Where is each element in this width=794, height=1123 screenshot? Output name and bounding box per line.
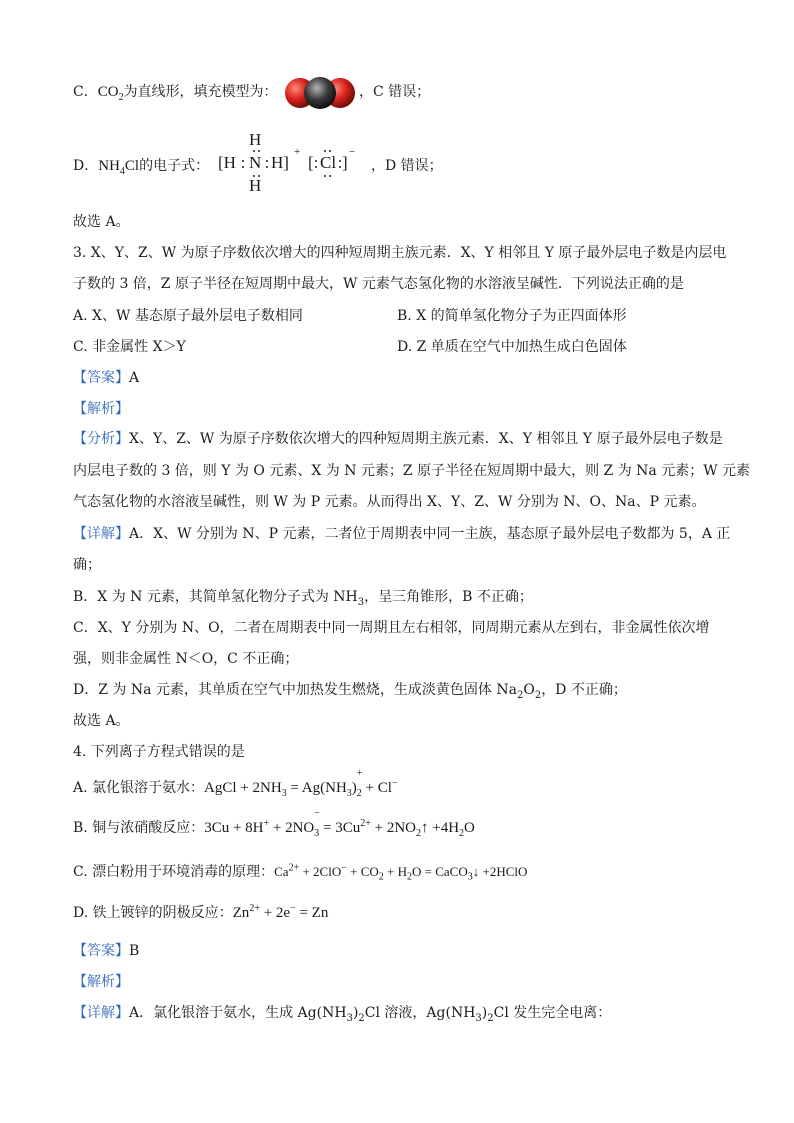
q4-option-c: C. 漂白粉用于环境消毒的原理：$Ca^{2+} + 2ClO^- + CO_2 + H_2O$ = CaCO$_3$↓ +2HClO [73, 862, 528, 883]
q4-analysis-tag: 【解析】 [73, 974, 129, 990]
q3-detail-a-line-1: 【详解】A．X、W 分别为 N、P 元素，二者位于周期表中同一主族，基态原子最外层电子数都为 5，A 正 [73, 526, 731, 542]
q4-stem: 4. 下列离子方程式错误的是 [73, 744, 245, 760]
q2-conclusion: 故选 A。 [73, 214, 130, 230]
q3-fenxi-line-1: 【分析】X、Y、Z、W 为原子序数依次增大的四种短周期主族元素．X、Y 相邻且 Y 原子最外层电子数是 [73, 431, 723, 447]
q3-option-c: C. 非金属性 X＞Y [73, 339, 186, 355]
q3-option-b: B. X 的简单氢化物分子为正四面体形 [397, 308, 627, 324]
q3-detail-d: D．Z 为 Na 元素，其单质在空气中加热发生燃烧，生成淡黄色固体 $Na_2O_2$，D 不正确； [73, 682, 627, 701]
q3-option-d: D. Z 单质在空气中加热生成白色固体 [397, 339, 627, 355]
answer-tag: 【答案】 [73, 370, 129, 386]
q4-option-a: A. 氯化银溶于氨水：AgCl + $2NH_3 = Ag(NH_3)$ + $_2$ + Cl− [73, 768, 398, 799]
nh4cl-electron-formula: H [H N H] + [ Cl ] − H [218, 130, 356, 195]
q3-analysis-tag: 【解析】 [73, 401, 129, 417]
q2-option-c: C．$CO_2$为直线形，填充模型为： [73, 84, 278, 103]
q2-option-c-end: ，C 错误； [359, 84, 431, 100]
q3-stem-line-2: 子数的 3 倍，Z 原子半径在短周期中最大，W 元素气态氢化物的水溶液呈碱性．下列说法正确的是 [73, 276, 684, 292]
q2-option-d-end: ，D 错误； [371, 158, 443, 174]
q4-option-c-equation: $Ca^{2+} + 2ClO^- + CO_2 + H_2O$ = CaCO$_3$↓ +2HClO [274, 862, 528, 883]
q4-option-d: D. 铁上镀锌的阴极反应：$Zn^{2+} + 2e^- = Zn$ [73, 903, 329, 921]
q4-detail-a: 【详解】A．氯化银溶于氨水，生成 $Ag(NH_3)_2Cl$ 溶液，$Ag(NH_3)_2Cl$ 发生完全电离： [73, 1005, 612, 1024]
q3-detail-a-line-2: 确； [73, 557, 101, 573]
co2-space-filling-model [284, 74, 356, 112]
q3-detail-c-line-1: C．X、Y 分别为 N、O，二者在周期表中同一周期且左右相邻，同周期元素从左到右，非金属性依次增 [73, 620, 710, 636]
q4-option-d-equation: $Zn^{2+} + 2e^- = Zn$ [232, 903, 329, 921]
q3-option-a: A. X、W 基态原子最外层电子数相同 [73, 308, 303, 324]
q4-option-b-equation: 3Cu + 8H+ + 2NO − $_3 = 3Cu^{2+}$ + $2NO_2↑ +4H_2O$ [204, 808, 475, 839]
q4-answer: 【答案】B [73, 943, 140, 959]
q3-answer: 【答案】A [73, 370, 140, 386]
q3-detail-c-line-2: 强，则非金属性 N＜O，C 不正确； [73, 651, 299, 667]
q3-conclusion: 故选 A。 [73, 713, 130, 729]
q4-option-b: B. 铜与浓硝酸反应：3Cu + 8H+ + 2NO − $_3 = 3Cu^{2+}$ + $2NO_2↑ +4H_2O$ [73, 808, 475, 839]
q3-detail-b: B．X 为 N 元素，其简单氢化物分子式为 $NH_3$，呈三角锥形，B 不正确； [73, 589, 533, 608]
q3-fenxi-line-2: 内层电子数的 3 倍，则 Y 为 O 元素、X 为 N 元素；Z 原子半径在短周期中最大，则 Z 为 Na 元素；W 元素 [73, 463, 751, 479]
q3-fenxi-line-3: 气态氢化物的水溶液呈碱性，则 W 为 P 元素。从而得出 X、Y、Z、W 分别为 N、O、Na、P 元素。 [73, 494, 706, 510]
q3-stem-line-1: 3. X、Y、Z、W 为原子序数依次增大的四种短周期主族元素．X、Y 相邻且 Y 原子最外层电子数是内层电 [73, 245, 727, 261]
q2-option-d: D．$NH_4Cl$的电子式： [73, 158, 210, 177]
q4-option-a-equation: AgCl + $2NH_3 = Ag(NH_3)$ + $_2$ + Cl− [204, 768, 398, 799]
